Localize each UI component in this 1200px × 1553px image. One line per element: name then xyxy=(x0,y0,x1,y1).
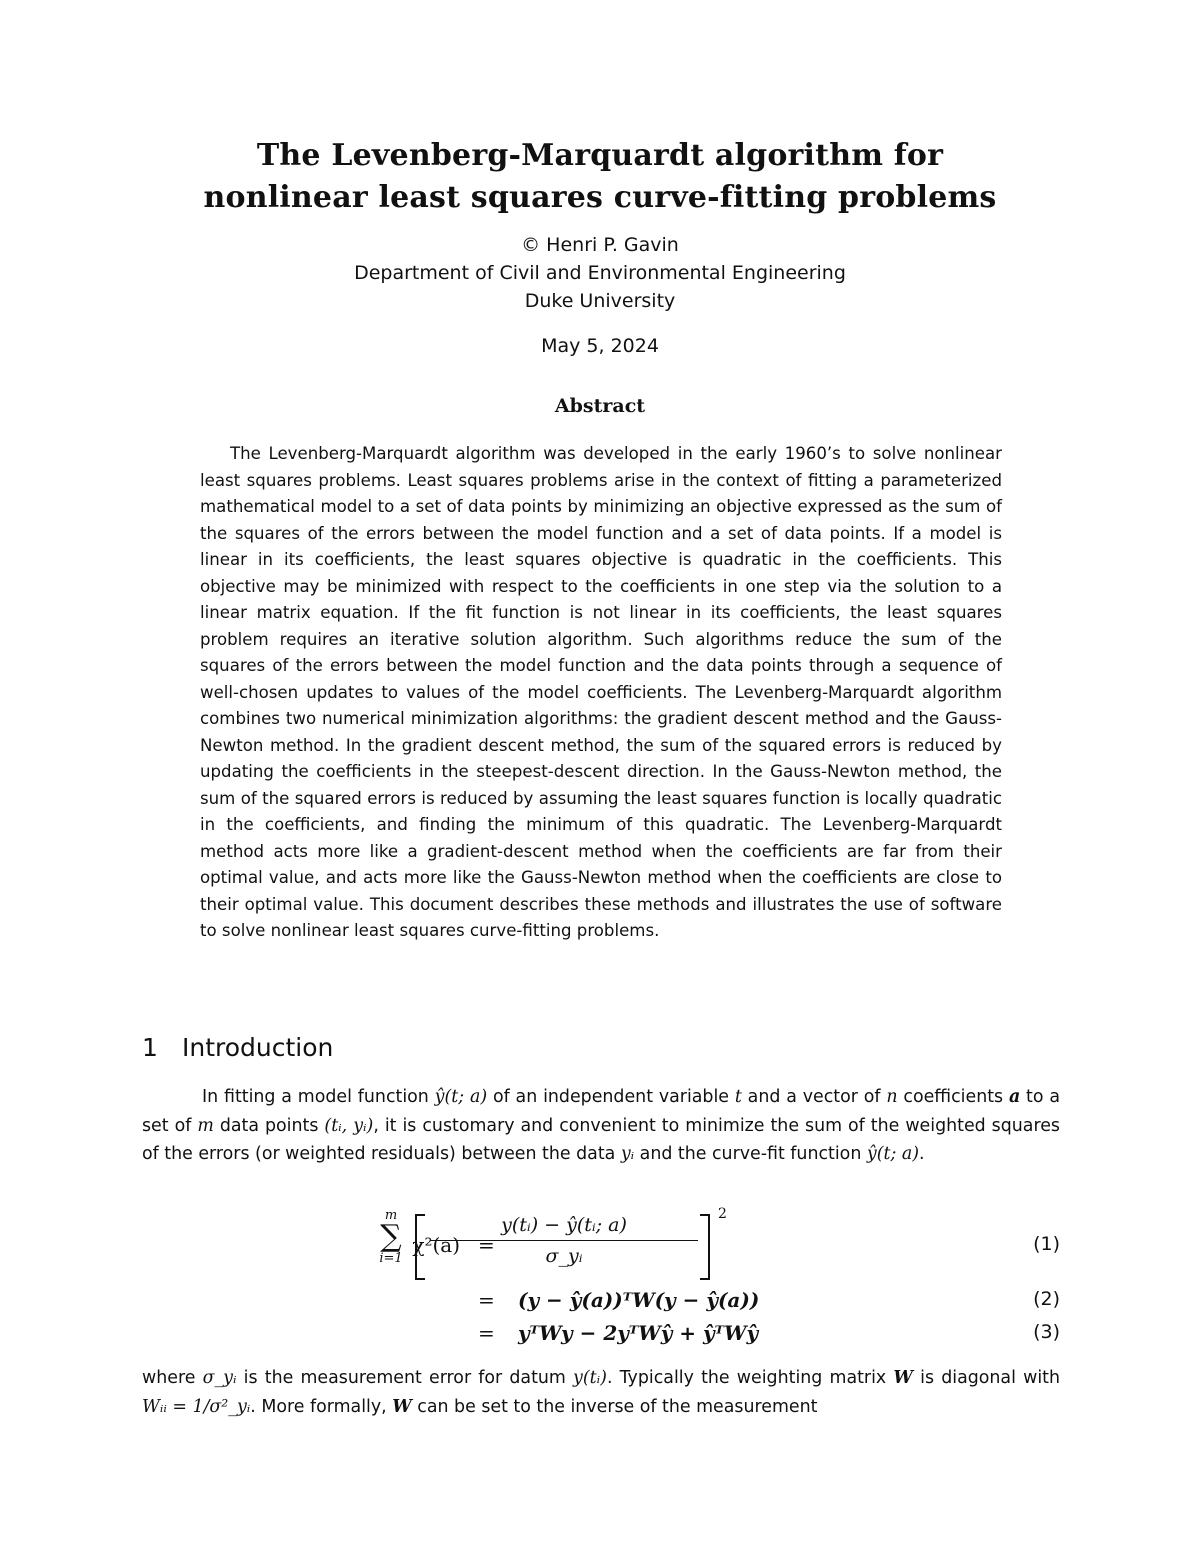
section-number: 1 xyxy=(142,1033,158,1062)
university: Duke University xyxy=(524,290,676,312)
post-equation-paragraph xyxy=(142,1364,1060,1421)
math-data-points: (tᵢ, yᵢ) xyxy=(324,1115,374,1136)
sum-lower-limit: i=1 xyxy=(379,1251,403,1266)
text-run: data points xyxy=(213,1115,325,1136)
sigma-symbol: ∑ xyxy=(380,1219,402,1254)
math-var-m: m xyxy=(197,1115,214,1136)
text-run: is the measurement error for datum xyxy=(236,1368,574,1388)
math-model-function: ŷ(t; a) xyxy=(434,1087,488,1107)
eq1-equals: = xyxy=(478,1233,495,1257)
section-title: Introduction xyxy=(182,1033,334,1062)
eq1-numerator: y(tᵢ) − ŷ(tᵢ; a) xyxy=(430,1214,698,1241)
intro-paragraph xyxy=(142,1083,1060,1169)
math-weight-matrix: W xyxy=(392,1396,412,1417)
eq1-number: (1) xyxy=(1033,1233,1060,1255)
eq3-equals: = xyxy=(478,1321,495,1345)
date: May 5, 2024 xyxy=(541,335,659,357)
text-run: can be set to the inverse of the measurement xyxy=(411,1396,818,1417)
text-run: to a set of xyxy=(142,1087,1061,1136)
text-run: where xyxy=(142,1368,203,1388)
math-y-of-ti: y(tᵢ) xyxy=(573,1368,607,1388)
eq2-number: (2) xyxy=(1033,1288,1060,1310)
eq1-fraction xyxy=(430,1214,698,1267)
math-curve-fit-function: ŷ(t; a) xyxy=(866,1144,920,1165)
summation-sign xyxy=(376,1208,406,1266)
eq1-lhs: χ²(a) xyxy=(412,1233,460,1257)
abstract-body xyxy=(200,441,1002,945)
eq3-rhs: yᵀWy − 2yᵀWŷ + ŷᵀWŷ xyxy=(518,1321,759,1345)
math-var-yi: yᵢ xyxy=(620,1144,635,1165)
abstract-heading: Abstract xyxy=(554,395,646,417)
text-run: In fitting a model function xyxy=(202,1087,435,1107)
text-run: , it is customary and convenient to minimize the sum of the weighted squares of the errors (or weighted residuals) between the data xyxy=(142,1115,1060,1165)
eq1-power: 2 xyxy=(718,1206,727,1222)
eq1-denominator: σ_yᵢ xyxy=(545,1245,583,1267)
math-var-t: t xyxy=(734,1087,742,1107)
department: Department of Civil and Environmental Engineering xyxy=(354,262,846,284)
math-sigma-yi: σ_yᵢ xyxy=(202,1368,237,1388)
text-run: is diagonal with xyxy=(912,1368,1060,1388)
math-var-a: a xyxy=(1008,1087,1021,1107)
text-run: and a vector of xyxy=(741,1087,887,1107)
text-run: and the curve-fit function xyxy=(634,1144,867,1165)
text-run: . xyxy=(919,1144,925,1165)
eq3-number: (3) xyxy=(1033,1321,1060,1343)
equation-3 xyxy=(142,1321,1060,1361)
text-run: . Typically the weighting matrix xyxy=(606,1368,894,1388)
math-weight-matrix: W xyxy=(893,1368,913,1388)
title-line-2: nonlinear least squares curve-fitting problems xyxy=(203,180,997,215)
text-run: coefficients xyxy=(897,1087,1009,1107)
section-heading xyxy=(142,1033,333,1062)
text-run: of an independent variable xyxy=(487,1087,735,1107)
sum-upper-limit: m xyxy=(384,1208,398,1223)
title-line-1: The Levenberg-Marquardt algorithm for xyxy=(256,138,944,173)
right-bracket xyxy=(700,1214,710,1280)
abstract-text: The Levenberg-Marquardt algorithm was developed in the early 1960’s to solve nonlinear least squares problems. Least squares problems arise in the context of fitting a parameterized mathematical model to a set of data points by minimizing an objective expressed as the sum of the squares of the errors between the model function and a set of data points. If a model is linear in its coefficients, the least squares objective is quadratic in the coefficients. This objective may be minimized with respect to the coefficients in one step via the solution to a linear matrix equation. If the fit function is not linear in its coefficients, the least squares problem requires an iterative solution algorithm. Such algorithms reduce the sum of the squares of the errors between the model function and the data points through a sequence of well-chosen updates to values of the model coefficients. The Levenberg-Marquardt algorithm combines two numerical minimization algorithms: the gradient descent method and the Gauss-Newton method. In the gradient descent method, the sum of the squared errors is reduced by updating the coefficients in the steepest-descent direction. In the Gauss-Newton method, the sum of the squared errors is reduced by assuming the least squares function is locally quadratic in the coefficients, and finding the minimum of this quadratic. The Levenberg-Marquardt method acts more like a gradient-descent method when the coefficients are far from their optimal value, and acts more like the Gauss-Newton method when the coefficients are close to their optimal value. This document describes these methods and illustrates the use of software to solve nonlinear least squares curve-fitting problems. xyxy=(200,444,1002,940)
text-run: . More formally, xyxy=(250,1396,393,1417)
author: © Henri P. Gavin xyxy=(521,234,679,256)
math-var-n: n xyxy=(886,1087,898,1107)
left-bracket xyxy=(415,1214,425,1280)
math-wii-definition: Wᵢᵢ = 1/σ²_yᵢ xyxy=(142,1396,251,1417)
eq2-rhs: (y − ŷ(a))ᵀW(y − ŷ(a)) xyxy=(518,1288,760,1312)
eq2-equals: = xyxy=(478,1288,495,1312)
